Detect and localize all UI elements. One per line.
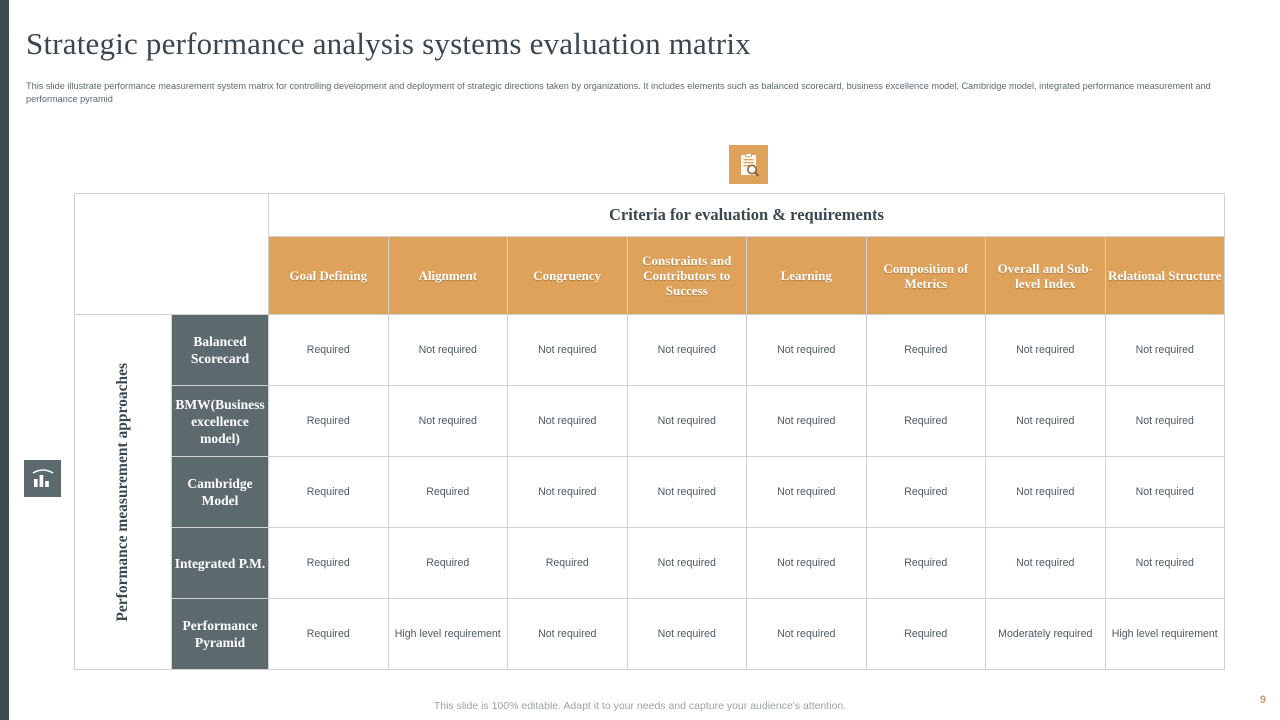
clipboard-search-icon <box>729 145 768 184</box>
matrix-cell: Not required <box>986 457 1106 528</box>
row-header: Balanced Scorecard <box>172 315 269 386</box>
table-row <box>75 528 1225 599</box>
matrix-cell: Not required <box>747 528 867 599</box>
matrix-cell: Not required <box>627 457 747 528</box>
matrix-cell: Not required <box>1105 528 1225 599</box>
matrix-cell: Required <box>866 315 986 386</box>
matrix-cell: Required <box>388 457 508 528</box>
matrix-cell: Required <box>866 386 986 457</box>
matrix-cell: Required <box>866 528 986 599</box>
table-row <box>75 599 1225 670</box>
row-header: Performance Pyramid <box>172 599 269 670</box>
matrix-cell: Not required <box>1105 315 1225 386</box>
matrix-cell: Not required <box>986 386 1106 457</box>
table-row <box>75 457 1225 528</box>
bar-chart-icon <box>24 460 61 497</box>
table-header-row-group <box>75 194 1225 237</box>
matrix-cell: Not required <box>747 386 867 457</box>
footer-note: This slide is 100% editable. Adapt it to your needs and capture your audience's attention. <box>433 700 847 712</box>
matrix-cell: High level requirement <box>388 599 508 670</box>
matrix-cell: Required <box>508 528 628 599</box>
matrix-cell: Required <box>866 457 986 528</box>
column-header: Relational Structure <box>1105 237 1225 315</box>
page-title: Strategic performance analysis systems evaluation matrix <box>26 26 751 61</box>
matrix-cell: Required <box>269 599 389 670</box>
column-header: Overall and Sub-level Index <box>986 237 1106 315</box>
matrix-cell: Not required <box>508 457 628 528</box>
column-header: Composition of Metrics <box>866 237 986 315</box>
matrix-cell: High level requirement <box>1105 599 1225 670</box>
column-header: Congruency <box>508 237 628 315</box>
column-header: Learning <box>747 237 867 315</box>
matrix-cell: Required <box>269 386 389 457</box>
matrix-cell: Not required <box>986 315 1106 386</box>
matrix-cell: Not required <box>1105 386 1225 457</box>
matrix-cell: Not required <box>986 528 1106 599</box>
matrix-table <box>74 193 1225 670</box>
column-header: Goal Defining <box>269 237 389 315</box>
matrix-cell: Not required <box>508 386 628 457</box>
page-subtitle: This slide illustrate performance measurement system matrix for controlling development and deployment of strategic directions taken by organizations. It includes elements such as balanced scorecard, business excellence model, Cambridge model, integrated performance measurement and performance pyramid <box>26 81 1211 104</box>
matrix-cell: Moderately required <box>986 599 1106 670</box>
matrix-cell: Required <box>866 599 986 670</box>
column-header: Constraints and Contributors to Success <box>627 237 747 315</box>
page-number: 9 <box>1259 694 1266 706</box>
matrix-cell: Not required <box>1105 457 1225 528</box>
criteria-header: Criteria for evaluation & requirements <box>269 194 1225 237</box>
matrix-cell: Not required <box>747 599 867 670</box>
table-row <box>75 315 1225 386</box>
matrix-cell: Required <box>269 315 389 386</box>
left-accent-bar <box>0 0 9 720</box>
matrix-cell: Required <box>269 528 389 599</box>
row-axis-label <box>75 315 172 670</box>
matrix-cell: Not required <box>627 315 747 386</box>
matrix-cell: Not required <box>388 315 508 386</box>
matrix-cell: Not required <box>388 386 508 457</box>
row-header: Integrated P.M. <box>172 528 269 599</box>
table-row <box>75 386 1225 457</box>
matrix-cell: Not required <box>627 386 747 457</box>
matrix-cell: Not required <box>747 315 867 386</box>
evaluation-matrix <box>74 193 1225 670</box>
row-header: Cambridge Model <box>172 457 269 528</box>
matrix-cell: Required <box>269 457 389 528</box>
corner-blank-cell <box>75 194 269 315</box>
matrix-cell: Not required <box>627 528 747 599</box>
matrix-cell: Not required <box>747 457 867 528</box>
matrix-cell: Not required <box>508 599 628 670</box>
matrix-cell: Not required <box>627 599 747 670</box>
row-axis-label-text: Performance measurement approaches <box>114 362 131 622</box>
matrix-cell: Required <box>388 528 508 599</box>
column-header: Alignment <box>388 237 508 315</box>
row-header: BMW(Business excellence model) <box>172 386 269 457</box>
matrix-cell: Not required <box>508 315 628 386</box>
